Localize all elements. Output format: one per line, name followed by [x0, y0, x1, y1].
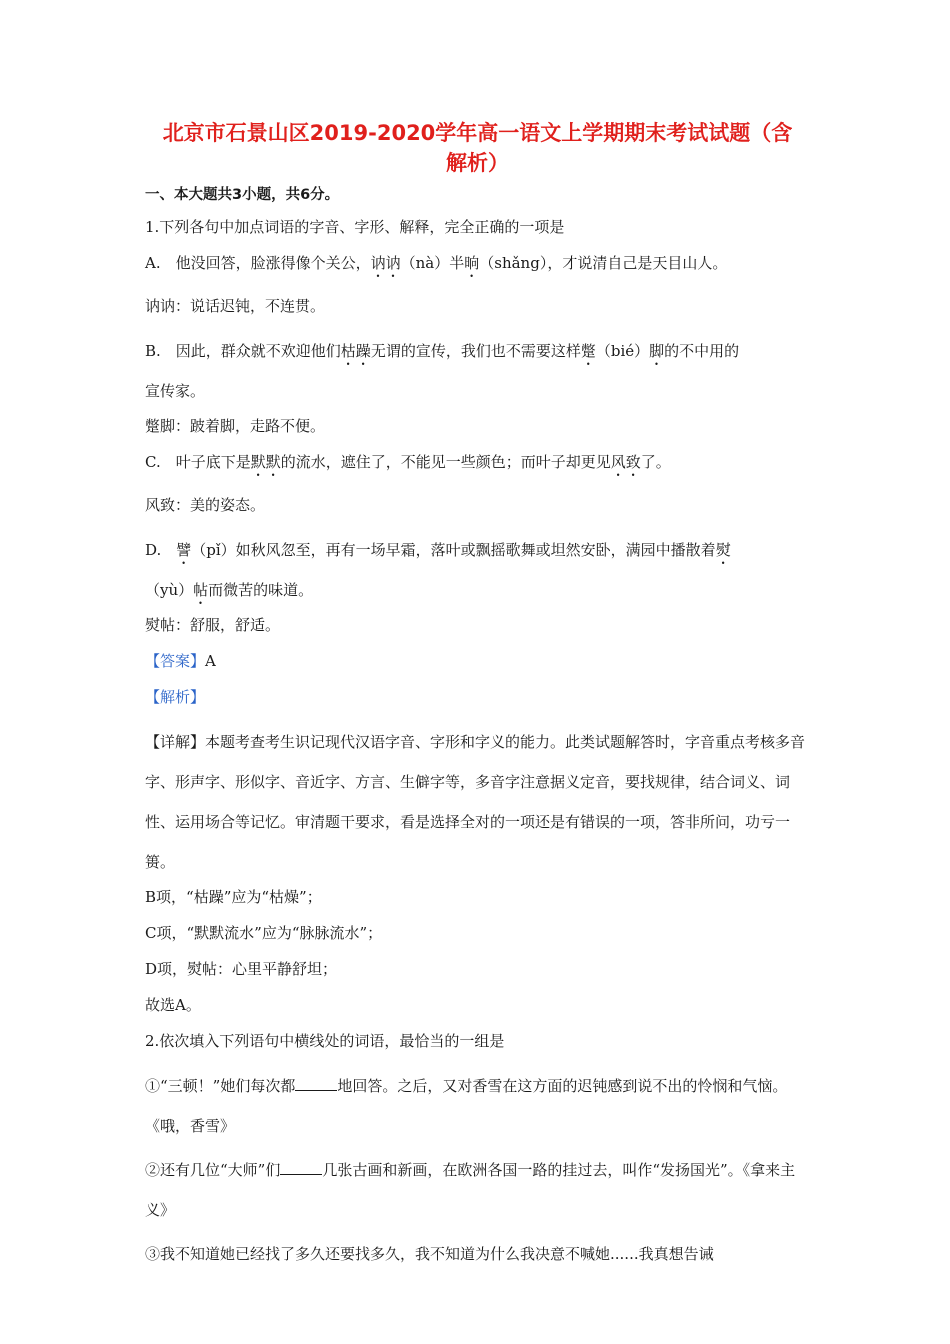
document-title — [145, 118, 810, 178]
option-d: D. 譬（pǐ）如秋风忽至，再有一场早霜，落叶或飘摇歌舞或坦然安卧，满园中播散着熨 （yù）帖而微苦的味道。 — [145, 541, 731, 599]
analysis-c-item: C项，“默默流水”应为“脉脉流水”； — [145, 924, 383, 942]
analysis-label: 【解析】 — [145, 688, 206, 706]
conclusion: 故选A。 — [145, 996, 201, 1014]
answer-line — [145, 650, 810, 672]
option-c: C. 叶子底下是默默的流水，遮住了，不能见一些颜色；而叶子却更见风致了。 — [145, 453, 671, 471]
fill-blank — [295, 1076, 337, 1091]
option-d-explanation: 熨帖：舒服，舒适。 — [145, 616, 281, 634]
option-c-explanation: 风致：美的姿态。 — [145, 496, 266, 514]
dotted-word: 默默 — [250, 453, 281, 471]
fill-blank — [280, 1160, 322, 1175]
section-heading: 一、本大题共3小题，共6分。 — [145, 187, 340, 203]
answer-label: 【答案】 — [145, 652, 206, 670]
sentence-2: ②还有几位“大师”们 几张古画和新画，在欧洲各国一路的挂过去，叫作“发扬国光”。《拿来主义》 — [145, 1161, 796, 1219]
dotted-word: 譬 — [176, 541, 192, 559]
analysis-b-item: B项，“枯躁”应为“枯燥”； — [145, 888, 322, 906]
option-b-explanation: 蹩脚：跛着脚，走路不便。 — [145, 417, 326, 435]
detail-text: 本题考查考生识记现代汉语字音、字形和字义的能力。此类试题解答时，字音重点考核多音字、形声字、形似字、音近字、方言、生僻字等，多音字注意据义定音，要找规律，结合词义、词性、运用场合等记忆。审清题干要求，看是选择全对的一项还是有错误的一项，答非所问，功亏一篑。 — [145, 733, 806, 871]
question-1-stem: 1.下列各句中加点词语的字音、字形、解释，完全正确的一项是 — [145, 218, 565, 236]
detail-paragraph — [145, 722, 810, 882]
sentence-3: ③我不知道她已经找了多久还要找多久，我不知道为什么我决意不喊她......我真想告诫 — [145, 1245, 714, 1263]
dotted-word: 讷讷 — [370, 254, 401, 272]
dotted-word: 熨 — [715, 541, 731, 559]
question-2-stem: 2.依次填入下列语句中横线处的词语，最恰当的一组是 — [145, 1032, 505, 1050]
title-line-1: 北京市石景山区2019-2020学年高一语文上学期期末考试试题（含 — [162, 121, 793, 145]
dotted-word: 晌 — [464, 254, 480, 272]
dotted-word: 枯躁 — [340, 342, 371, 360]
analysis-d-item: D项，熨帖：心里平静舒坦； — [145, 960, 338, 978]
dotted-word: 蹩 — [580, 342, 596, 360]
title-line-2: 解析） — [446, 151, 509, 175]
dotted-word: 风致 — [610, 453, 641, 471]
option-b: B. 因此，群众就不欢迎他们枯躁无谓的宣传，我们也不需要这样蹩（bié）脚的不中用的 宣传家。 — [145, 342, 740, 400]
option-a: A. 他没回答，脸涨得像个关公，讷讷（nà）半晌（shǎng），才说清自己是天目山人。 — [145, 254, 728, 272]
sentence-1: ①“三顿！”她们每次都 地回答。之后，又对香雪在这方面的迟钝感到说不出的怜悯和气恼。《哦，香雪》 — [145, 1077, 788, 1135]
dotted-word: 脚 — [649, 342, 665, 360]
dotted-word: 帖 — [193, 581, 209, 599]
detail-label: 【详解】 — [145, 733, 206, 751]
option-a-explanation: 讷讷：说话迟钝，不连贯。 — [145, 297, 326, 315]
answer-value: A — [205, 652, 216, 670]
